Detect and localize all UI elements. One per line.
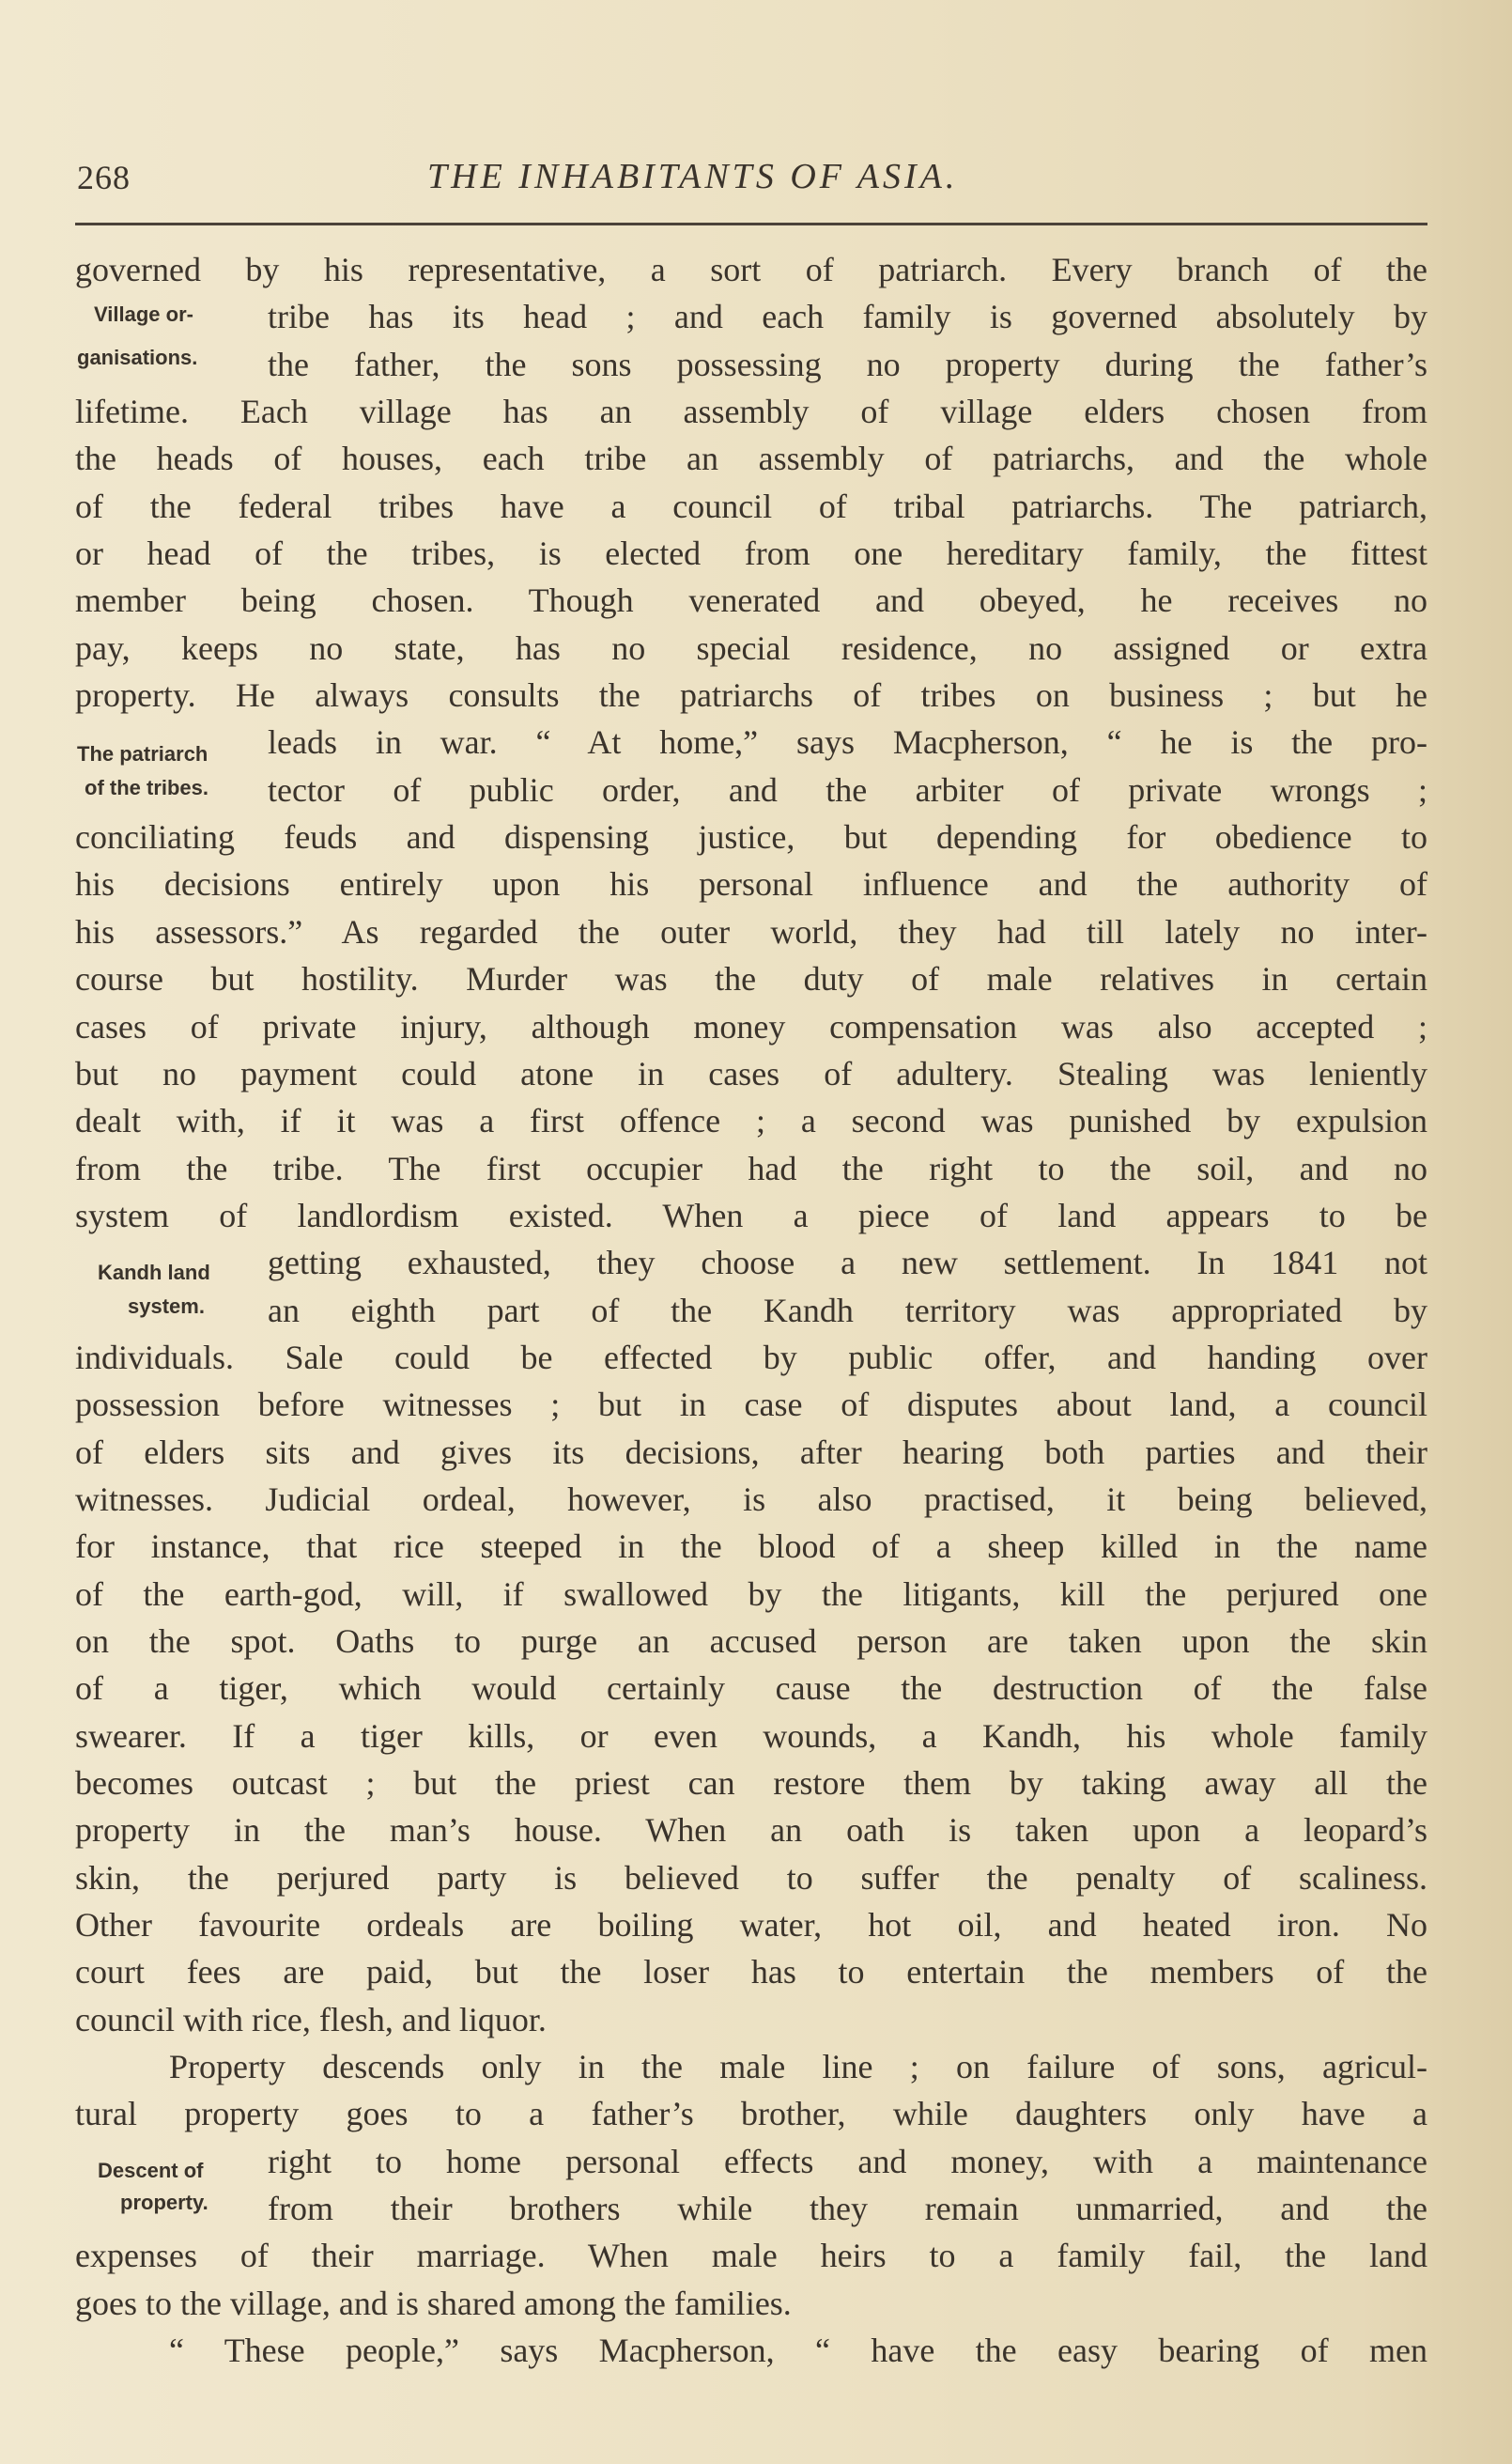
- side-note: ganisations.: [77, 346, 198, 369]
- text-line: court fees are paid, but the loser has to entertain the members of the: [75, 1953, 1427, 1991]
- text-line: right to home personal effects and money, with a maintenance: [268, 2142, 1427, 2180]
- text-line: of elders sits and gives its decisions, after hearing both parties and their: [75, 1433, 1427, 1471]
- text-line: lifetime. Each village has an assembly of village elders chosen from: [75, 393, 1427, 431]
- text-line: or head of the tribes, is elected from one hereditary family, the fittest: [75, 535, 1427, 573]
- text-line: property. He always consults the patriarchs of tribes on business ; but he: [75, 676, 1427, 715]
- text-line: pay, keeps no state, has no special residence, no assigned or extra: [75, 628, 1427, 667]
- text-line: council with rice, flesh, and liquor.: [75, 2000, 547, 2038]
- text-line: his decisions entirely upon his personal influence and the authority of: [75, 865, 1427, 904]
- text-line: system of landlordism existed. When a piece of land appears to be: [75, 1196, 1427, 1234]
- text-line: goes to the village, and is shared among the families.: [75, 2284, 792, 2322]
- header-rule: [75, 223, 1427, 225]
- text-line: swearer. If a tiger kills, or even wounds, a Kandh, his whole family: [75, 1716, 1427, 1755]
- text-line: member being chosen. Though venerated and obeyed, he receives no: [75, 581, 1427, 620]
- page-number: 268: [77, 159, 131, 196]
- side-note: The patriarch: [77, 742, 208, 766]
- text-line: skin, the perjured party is believed to suffer the penalty of scaliness.: [75, 1858, 1427, 1897]
- text-line: for instance, that rice steeped in the blood of a sheep killed in the name: [75, 1527, 1427, 1566]
- text-line: dealt with, if it was a first offence ; a second was punished by expulsion: [75, 1102, 1427, 1140]
- side-note: Descent of: [98, 2159, 204, 2182]
- text-line: conciliating feuds and dispensing justice, but depending for obedience to: [75, 818, 1427, 857]
- text-line: expenses of their marriage. When male heirs to a family fail, the land: [75, 2237, 1427, 2275]
- text-line: from their brothers while they remain unmarried, and the: [268, 2190, 1427, 2228]
- body-text: [75, 246, 1427, 2374]
- side-note: property.: [120, 2191, 208, 2214]
- text-line: possession before witnesses ; but in case of disputes about land, a council: [75, 1386, 1427, 1424]
- text-line: individuals. Sale could be effected by public offer, and handing over: [75, 1338, 1427, 1376]
- text-line: course but hostility. Murder was the duty of male relatives in certain: [75, 960, 1427, 999]
- text-line: “ These people,” says Macpherson, “ have the easy bearing of men: [169, 2332, 1427, 2370]
- text-line: leads in war. “ At home,” says Macpherson, “ he is the pro-: [268, 723, 1427, 762]
- text-line: from the tribe. The first occupier had the right to the soil, and no: [75, 1149, 1427, 1187]
- text-line: Other favourite ordeals are boiling water, hot oil, and heated iron. No: [75, 1906, 1427, 1945]
- text-line: becomes outcast ; but the priest can restore them by taking away all the: [75, 1764, 1427, 1802]
- text-line: getting exhausted, they choose a new settlement. In 1841 not: [268, 1244, 1427, 1282]
- side-note: Village or-: [94, 302, 193, 326]
- text-line: Property descends only in the male line ; on failure of sons, agricul-: [169, 2048, 1427, 2086]
- text-line: of the earth-god, will, if swallowed by the litigants, kill the perjured one: [75, 1574, 1427, 1613]
- text-line: cases of private injury, although money compensation was also accepted ;: [75, 1007, 1427, 1046]
- text-line: of the federal tribes have a council of tribal patriarchs. The patriarch,: [75, 487, 1427, 525]
- text-line: an eighth part of the Kandh territory was appropriated by: [268, 1291, 1427, 1329]
- text-line: tural property goes to a father’s brother, while daughters only have a: [75, 2095, 1427, 2133]
- text-line: tector of public order, and the arbiter of private wrongs ;: [268, 770, 1427, 809]
- side-note: of the tribes.: [85, 776, 209, 799]
- text-line: tribe has its head ; and each family is governed absolutely by: [268, 298, 1427, 336]
- running-title: THE INHABITANTS OF ASIA.: [427, 157, 959, 196]
- text-line: but no payment could atone in cases of adultery. Stealing was leniently: [75, 1054, 1427, 1093]
- text-line: witnesses. Judicial ordeal, however, is also practised, it being believed,: [75, 1480, 1427, 1518]
- text-line: of a tiger, which would certainly cause the destruction of the false: [75, 1669, 1427, 1708]
- text-line: his assessors.” As regarded the outer world, they had till lately no inter-: [75, 912, 1427, 951]
- side-note: system.: [128, 1294, 205, 1318]
- text-line: the heads of houses, each tribe an assembly of patriarchs, and the whole: [75, 440, 1427, 478]
- text-line: governed by his representative, a sort of patriarch. Every branch of the: [75, 251, 1427, 288]
- text-line: property in the man’s house. When an oath is taken upon a leopard’s: [75, 1811, 1427, 1850]
- text-line: on the spot. Oaths to purge an accused person are taken upon the skin: [75, 1621, 1427, 1660]
- text-line: the father, the sons possessing no property during the father’s: [268, 345, 1427, 383]
- side-note: Kandh land: [98, 1261, 210, 1284]
